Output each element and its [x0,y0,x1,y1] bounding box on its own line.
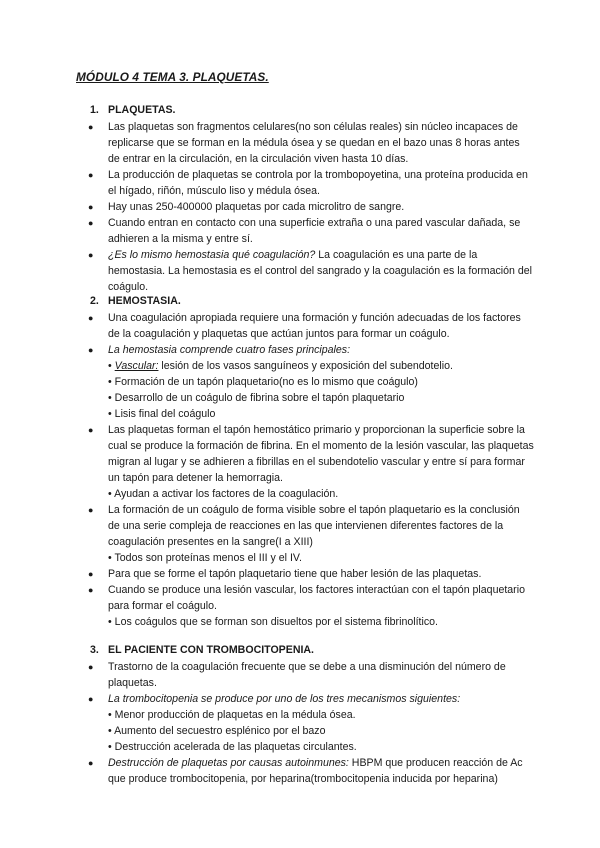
bullet-icon: ● [88,202,94,212]
list-item [88,422,534,486]
list-item-text: La hemostasia comprende cuatro fases principales: [108,344,351,356]
sub-list-item [108,406,534,422]
section-title: PLAQUETAS. [108,104,176,116]
list-item [88,582,534,614]
list-item [88,310,534,342]
sub-list-item-text: lesión de los vasos sanguíneos y exposición del subendotelio. [158,360,453,372]
list-item-text: Cuando entran en contacto con una superficie extraña o una pared vascular dañada, se adhieren a la misma y entre sí. [108,217,521,245]
document-title: MÓDULO 4 TEMA 3. PLAQUETAS. [76,70,269,84]
section-number: 1. [90,104,99,116]
sub-list-item-text: Destrucción acelerada de las plaquetas circulantes. [114,741,357,753]
sub-bullet-icon: • [108,725,112,737]
sub-bullet-icon: • [108,741,112,753]
bullet-icon: ● [88,122,94,132]
sub-bullet-icon: • [108,392,112,404]
list-item-text [108,755,534,787]
bullet-icon: ● [88,758,94,768]
bullet-icon: ● [88,662,94,672]
list-item-text: Cuando se produce una lesión vascular, los factores interactúan con el tapón plaquetario para formar el coágulo. [108,584,525,612]
sub-list-item [108,374,534,390]
sub-list-item [108,390,534,406]
section-heading-trombocitopenia [90,644,314,656]
sub-list-item-text: Todos son proteínas menos el III y el IV. [114,552,302,564]
sub-list-item-text: Desarrollo de un coágulo de fibrina sobre el tapón plaquetario [114,392,405,404]
sub-bullet-icon: • [108,488,112,500]
sub-list-item [108,358,534,374]
section-title: HEMOSTASIA. [108,295,181,307]
sub-bullet-icon: • [108,376,112,388]
sub-list-item [108,707,534,723]
term-text: Vascular: [114,360,159,372]
bullet-icon: ● [88,218,94,228]
list-item-text: Las plaquetas forman el tapón hemostático primario y proporcionan la superficie sobre la cual se produce la formación de fibrina. En el momento de la lesión vascular, las plaquetas migran al lugar y se adhieren a fibrillas en el subendotelio vascular y entre sí para formar un tapón para detener la hemorragia. [108,424,534,484]
bullet-icon: ● [88,425,94,435]
list-item [88,755,534,787]
list-item [88,659,534,691]
list-item-text: La producción de plaquetas se controla por la trombopoyetina, una proteína producida en el hígado, riñón, músculo liso y médula ósea. [108,169,528,197]
list-item [88,691,534,707]
sub-list-item [108,614,534,630]
section-title: EL PACIENTE CON TROMBOCITOPENIA. [108,644,315,656]
section-number: 2. [90,295,99,307]
sub-list-item [108,486,534,502]
sub-list-item [108,739,534,755]
list-item [88,566,534,582]
bullet-icon: ● [88,585,94,595]
italic-lead-text: Destrucción de plaquetas por causas autoinmunes: [108,757,349,769]
sub-list-item-text: Ayudan a activar los factores de la coagulación. [114,488,339,500]
sub-list-item-text: Menor producción de plaquetas en la médula ósea. [114,709,356,721]
answer-text: La coagulación es una parte de la hemostasia. La hemostasia es el control del sangrado y la coagulación es la formación del coágulo. [108,249,532,293]
sub-list-item-text: Aumento del secuestro esplénico por el bazo [114,725,326,737]
sub-bullet-icon: • [108,408,112,420]
bullet-icon: ● [88,569,94,579]
list-item-text: Hay unas 250-400000 plaquetas por cada microlitro de sangre. [108,201,405,213]
list-item-rest-text: HBPM que producen reacción de Ac que produce trombocitopenia, por heparina(trombocitopenia inducida por heparina) [108,757,523,785]
sub-bullet-icon: • [108,360,112,372]
bullet-icon: ● [88,170,94,180]
list-item-text: Para que se forme el tapón plaquetario tiene que haber lesión de las plaquetas. [108,568,482,580]
list-item [88,215,534,247]
bullet-icon: ● [88,505,94,515]
sub-list-item-text: Los coágulos que se forman son disueltos por el sistema fibrinolítico. [114,616,438,628]
sub-bullet-icon: • [108,616,112,628]
list-item-text: La trombocitopenia se produce por uno de los tres mecanismos siguientes: [108,693,461,705]
list-item [88,119,534,167]
list-item-text: La formación de un coágulo de forma visible sobre el tapón plaquetario es la conclusión de una serie compleja de reacciones en las que intervienen diferentes factores de la coagulación presentes en la sangre(I a XIII) [108,504,520,548]
bullet-icon: ● [88,694,94,704]
sub-list-item-text: Formación de un tapón plaquetario(no es lo mismo que coágulo) [114,376,418,388]
section-heading-plaquetas [90,104,176,116]
question-text: ¿Es lo mismo hemostasia qué coagulación? [108,249,316,261]
sub-list-item-text: Lisis final del coágulo [114,408,216,420]
bullet-icon: ● [88,345,94,355]
sub-list-item [108,550,534,566]
sub-bullet-icon: • [108,709,112,721]
list-item [88,342,534,358]
list-item [88,167,534,199]
list-item-text: Trastorno de la coagulación frecuente que se debe a una disminución del número de plaquetas. [108,661,506,689]
section-heading-hemostasia [90,295,181,307]
list-item [88,199,534,215]
list-item-text: Las plaquetas son fragmentos celulares(no son células reales) sin núcleo incapaces de replicarse que se forman en la médula ósea y se quedan en el bazo unas 8 horas antes de entrar en la circulación, en la circulación viven hasta 10 días. [108,121,520,165]
sub-bullet-icon: • [108,552,112,564]
list-item [88,502,534,550]
list-item [88,247,534,295]
sub-list-item [108,723,534,739]
list-item-text [108,247,534,295]
bullet-icon: ● [88,250,94,260]
list-item-text: Una coagulación apropiada requiere una formación y función adecuadas de los factores de la coagulación y plaquetas que actúan juntos para formar un coágulo. [108,312,521,340]
bullet-icon: ● [88,313,94,323]
section-number: 3. [90,644,99,656]
